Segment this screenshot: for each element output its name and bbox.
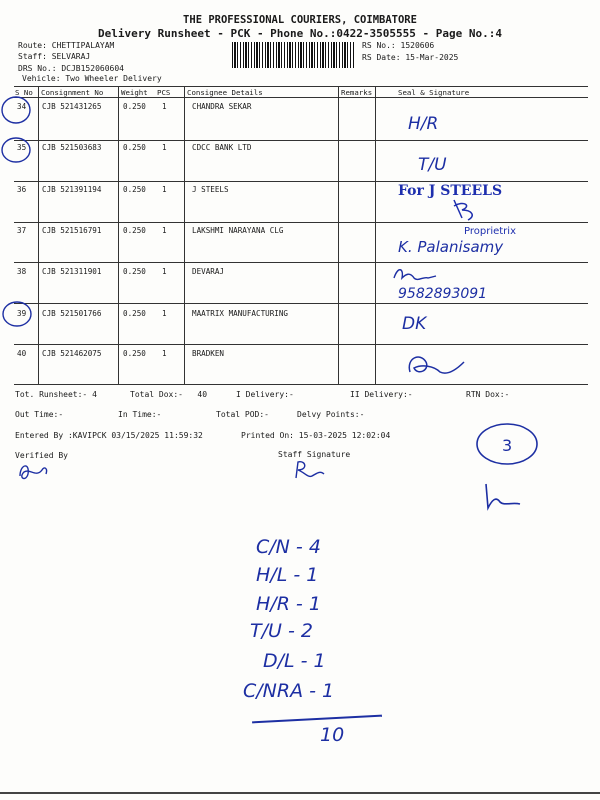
row-pcs: 1 [162, 226, 167, 235]
staff-signature [290, 456, 330, 486]
entered-by: Entered By :KAVIPCK 03/15/2025 11:59:32 [15, 431, 203, 440]
row-pcs: 1 [162, 102, 167, 111]
summary-line: D/L - 1 [263, 650, 326, 672]
rtn-dox: RTN Dox:- [466, 390, 510, 399]
row-pcs: 1 [162, 349, 167, 358]
company-stamp: For J STEELS [398, 183, 503, 199]
runsheet-title: Delivery Runsheet - PCK - Phone No.:0422-3505555 - Page No.:4 [98, 27, 502, 40]
delvy-points: Delvy Points:- [297, 410, 365, 419]
vehicle-label: Vehicle: Two Wheeler Delivery [22, 74, 162, 83]
rs-number: RS No.: 1520606 [362, 41, 435, 50]
row-pcs: 1 [162, 185, 167, 194]
stamp-signature [448, 196, 488, 224]
summary-total: 10 [320, 724, 345, 746]
row37-signature: K. Palanisamy [398, 238, 504, 256]
summary-line: H/R - 1 [256, 593, 321, 615]
printed-on: Printed On: 15-03-2025 12:02:04 [241, 431, 391, 440]
row-consignment: CJB 521516791 [42, 226, 102, 235]
row-weight: 0.250 [123, 226, 146, 235]
verifier-signature [14, 456, 54, 486]
row38-phone: 9582893091 [398, 286, 488, 302]
col-sno: S No [15, 88, 33, 97]
row-sno: 38 [17, 267, 27, 276]
row-consignment: CJB 521501766 [42, 309, 102, 318]
row-consignment: CJB 521311901 [42, 267, 102, 276]
row38-signature [390, 264, 440, 288]
row40-signature [400, 346, 470, 382]
ii-delivery: II Delivery:- [350, 390, 413, 399]
summary-line: C/NRA - 1 [243, 680, 335, 702]
row-pcs: 1 [162, 309, 167, 318]
row-consignee: MAATRIX MANUFACTURING [192, 309, 289, 318]
summary-underline [252, 715, 382, 723]
row-sno: 39 [17, 309, 27, 318]
col-consignment: Consignment No [41, 88, 104, 97]
stamp-role: Proprietrix [464, 226, 516, 237]
i-delivery: I Delivery:- [236, 390, 294, 399]
row-pcs: 1 [162, 143, 167, 152]
row-consignee: BRADKEN [192, 349, 225, 358]
row-weight: 0.250 [123, 143, 146, 152]
row-consignment: CJB 521462075 [42, 349, 102, 358]
total-pod: Total POD:- [216, 410, 269, 419]
row-consignment: CJB 521503683 [42, 143, 102, 152]
drs-number: DRS No.: DCJB152060604 [18, 64, 124, 73]
rs-date: RS Date: 15-Mar-2025 [362, 53, 459, 62]
row-consignee: DEVARAJ [192, 267, 225, 276]
summary-line: C/N - 4 [256, 536, 321, 558]
col-weight: Weight [121, 88, 148, 97]
row-consignee: LAKSHMI NARAYANA CLG [192, 226, 284, 235]
tot-runsheet: Tot. Runsheet:- 4 [15, 390, 97, 399]
row-sno: 34 [17, 102, 27, 111]
circled-count [472, 420, 542, 470]
page-bottom-edge [0, 792, 600, 794]
row-weight: 0.250 [123, 102, 146, 111]
barcode-image [232, 42, 354, 68]
col-remarks: Remarks [341, 88, 373, 97]
summary-line: T/U - 2 [250, 620, 313, 642]
summary-line: H/L - 1 [256, 564, 319, 586]
staff-signature-label: Staff Signature [278, 450, 351, 459]
row-consignee: CHANDRA SEKAR [192, 102, 252, 111]
out-time: Out Time:- [15, 410, 64, 419]
row-pcs: 1 [162, 267, 167, 276]
row-consignment: CJB 521391194 [42, 185, 102, 194]
col-pcs: PCS [157, 88, 171, 97]
row35-remark: T/U [418, 155, 447, 175]
verified-by-label: Verified By [15, 451, 68, 460]
total-dox: Total Dox:- 40 [130, 390, 208, 399]
row-sno: 37 [17, 226, 27, 235]
circled-count-text: 3 [502, 436, 513, 455]
row39-signature: DK [402, 314, 427, 334]
col-seal-signature: Seal & Signature [398, 88, 470, 97]
right-margin-signature [478, 478, 528, 518]
staff-label: Staff: SELVARAJ [18, 52, 91, 61]
in-time: In Time:- [118, 410, 162, 419]
circle-marks [0, 90, 40, 330]
row-consignee: CDCC BANK LTD [192, 143, 252, 152]
route-label: Route: CHETTIPALAYAM [18, 41, 115, 50]
row-sno: 36 [17, 185, 27, 194]
row-sno: 40 [17, 349, 27, 358]
company-title: THE PROFESSIONAL COURIERS, COIMBATORE [183, 14, 417, 26]
row-consignee: J STEELS [192, 185, 229, 194]
row-consignment: CJB 521431265 [42, 102, 102, 111]
row-weight: 0.250 [123, 349, 146, 358]
col-consignee: Consignee Details [187, 88, 263, 97]
row-weight: 0.250 [123, 267, 146, 276]
row34-remark: H/R [408, 114, 439, 134]
row-weight: 0.250 [123, 185, 146, 194]
row-weight: 0.250 [123, 309, 146, 318]
row-sno: 35 [17, 143, 27, 152]
